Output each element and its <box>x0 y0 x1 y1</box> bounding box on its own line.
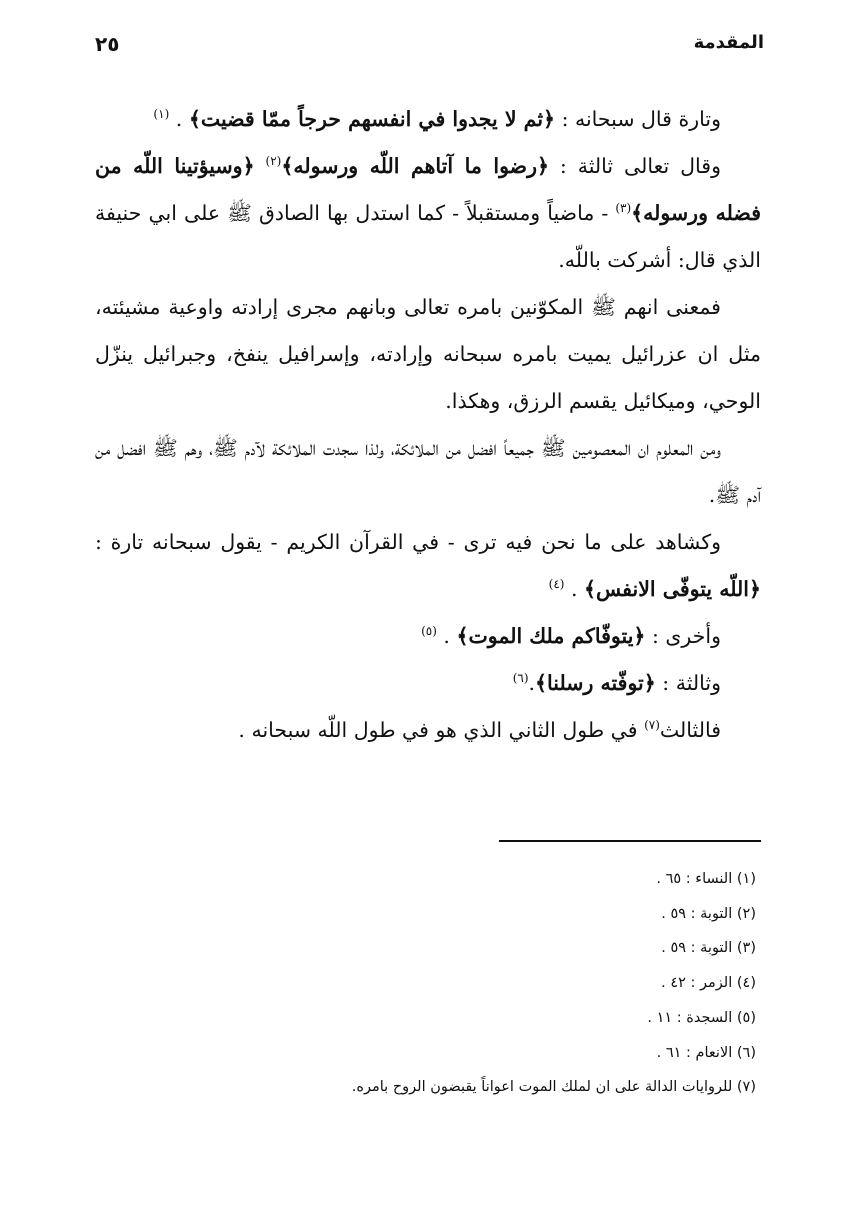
text-span <box>255 154 266 178</box>
footnote-ref: (٦) <box>512 671 529 686</box>
body-text <box>95 96 761 754</box>
footnote-ref: (٧) <box>644 718 660 733</box>
footnote-divider <box>499 840 761 842</box>
footnote-4: (٤) الزمر : ٤٢ . <box>661 975 756 992</box>
quran-quote: ﴿يتوفّاكم ملك الموت﴾ <box>456 624 646 648</box>
quran-quote: ﴿توفّته رسلنا﴾ <box>535 671 656 695</box>
running-head: المقدمة <box>693 32 764 53</box>
footnote-3: (٣) التوبة : ٥٩ . <box>661 940 756 957</box>
paragraph-6 <box>95 613 761 660</box>
footnote-7: (٧) للروايات الدالة على ان لملك الموت اعواناً يقبضون الروح بامره. <box>351 1079 756 1096</box>
text-span: وثالثة : <box>655 671 721 695</box>
footnote-ref: (١) <box>153 107 170 122</box>
page-header <box>95 32 764 60</box>
text-span: وكشاهد على ما نحن فيه ترى - في القرآن الكريم - يقول سبحانه تارة : <box>95 530 721 554</box>
text-span: - ماضياً ومستقبلاً - كما استدل بها الصادق ﷺ على ابي حنيفة الذي قال: أشركت باللّه. <box>95 201 761 272</box>
footnote-1: (١) النساء : ٦٥ . <box>656 871 756 887</box>
quran-quote: ﴿رضوا ما آتاهم اللّه ورسوله﴾ <box>281 154 549 178</box>
text-span: وتارة قال سبحانه : <box>555 107 721 131</box>
paragraph-5 <box>95 519 761 613</box>
text-span: . <box>528 671 536 695</box>
paragraph-2 <box>95 143 761 284</box>
text-span: فالثالث <box>659 718 721 742</box>
quran-quote: ﴿وسيؤتينا اللّه من فضله ورسوله﴾ <box>95 154 761 225</box>
text-span: . <box>169 107 189 131</box>
footnote-ref: (٥) <box>421 624 437 639</box>
page-number: ٢٥ <box>95 32 120 56</box>
paragraph-7 <box>95 660 761 707</box>
text-span: وأخرى : <box>645 624 721 648</box>
footnote-ref: (٢) <box>265 154 282 169</box>
paragraph-8 <box>95 707 761 754</box>
footnote-5: (٥) السجدة : ١١ . <box>647 1009 756 1026</box>
text-span: . <box>436 624 457 648</box>
footnotes <box>95 862 756 1105</box>
text-span: . <box>564 577 585 601</box>
paragraph-3: فمعنى انهم ﷺ المكوّنين بامره تعالى وبانهم مجرى إرادته واوعية مشيئته، مثل ان عزرائيل يميت بامره سبحانه وإرادته، وإسرافيل ينفخ، وجبرائيل ينزّل الوحي، وميكائيل يقسم الرزق، وهكذا. <box>95 295 761 413</box>
footnote-2: (٢) التوبة : ٥٩ . <box>661 905 756 922</box>
footnote-ref: (٤) <box>548 577 565 592</box>
text-span: وقال تعالى ثالثة : <box>549 154 721 178</box>
quran-quote: ﴿اللّه يتوفّى الانفس﴾ <box>584 577 761 601</box>
paragraph-4: ومن المعلوم ان المعصومين ﷺ جميعاً افضل من الملائكة، ولذا سجدت الملائكة لآدم ﷺ، وهم ﷺ افضل من آدم ﷺ. <box>95 436 761 507</box>
footnote-6: (٦) الانعام : ٦١ . <box>656 1044 756 1061</box>
footnote-ref: (٣) <box>615 201 632 216</box>
quran-quote: ﴿ثم لا يجدوا في انفسهم حرجاً ممّا قضيت﴾ <box>188 107 556 131</box>
paragraph-1 <box>95 96 761 143</box>
text-span: في طول الثاني الذي هو في طول اللّه سبحانه . <box>238 718 645 742</box>
